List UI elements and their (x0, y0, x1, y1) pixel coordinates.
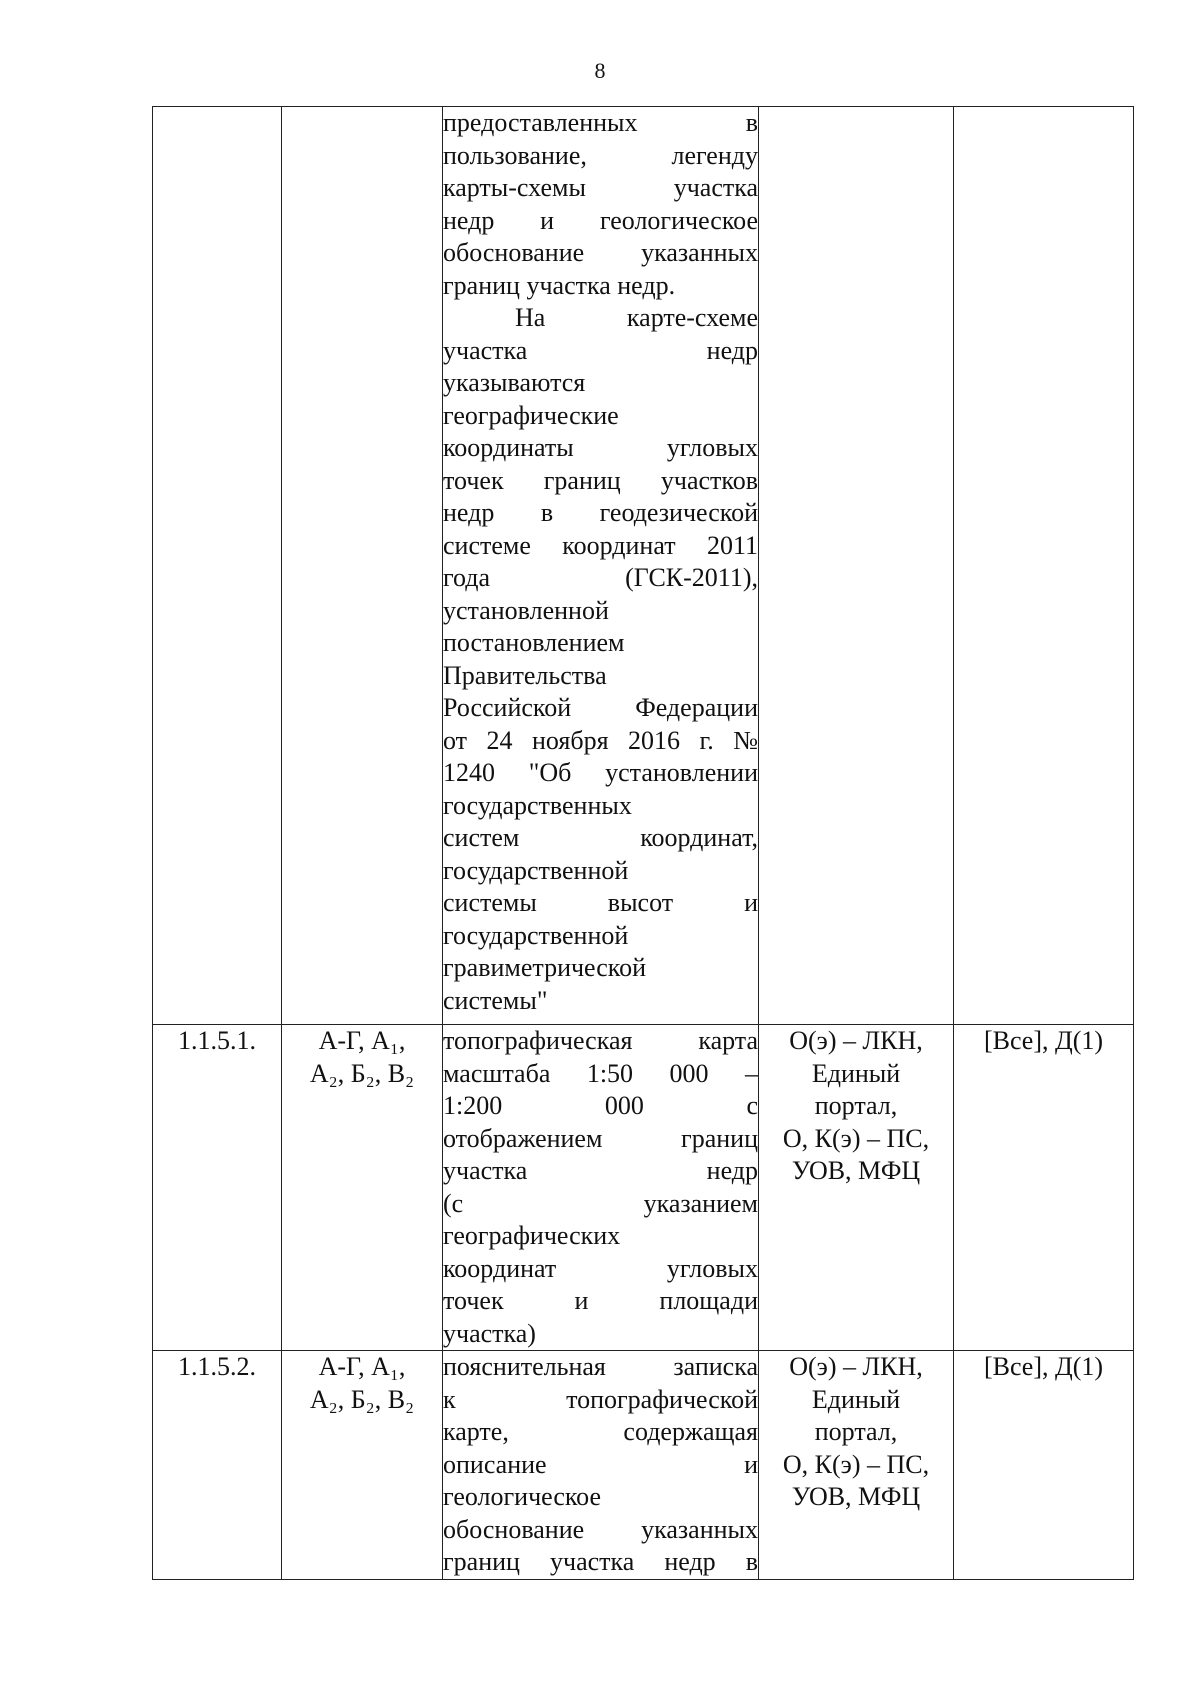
description-line: года (ГСК-2011), (443, 563, 758, 592)
channel-line: портал, (814, 1091, 898, 1120)
categories-line: А-Г, А₁, (318, 1026, 406, 1055)
table-row (153, 1351, 1134, 1580)
document-table (152, 106, 1134, 1580)
page-number: 8 (594, 58, 606, 83)
channel-line: Единый (811, 1058, 901, 1088)
description-line: геологическое (443, 1482, 602, 1511)
description-line: систем координат, (443, 823, 758, 852)
item-number-cell: 1.1.5.2. (153, 1351, 282, 1580)
description-line: участка недр (443, 335, 758, 365)
categories-cell (282, 1025, 443, 1351)
description-line: 1:200 000 с (443, 1091, 758, 1120)
description-line: государственной (443, 855, 629, 885)
description-line: недр и геологическое (443, 205, 758, 235)
channel-line: О, К(э) – ПС, (782, 1123, 930, 1153)
description-line: координаты угловых (443, 433, 758, 462)
description-line: предоставленных в (443, 108, 758, 137)
description-line: обоснование указанных (443, 1514, 758, 1544)
description-line: установленной (443, 595, 609, 625)
item-number-cell: 1.1.5.1. (153, 1025, 282, 1351)
description-line: пояснительная записка (443, 1352, 758, 1381)
submission-channels-cell (759, 107, 954, 1025)
description-line: точек границ участков (443, 465, 758, 495)
description-line: (с указанием (443, 1188, 758, 1218)
categories-cell (282, 1351, 443, 1580)
categories-line: А₂, Б₂, В₂ (309, 1058, 415, 1088)
description-line: недр в геодезической (443, 498, 758, 527)
note-cell: [Все], Д(1) (954, 1025, 1134, 1351)
description-line: описание и (443, 1449, 758, 1479)
submission-channels-cell (759, 1025, 954, 1351)
description-line: участка) (443, 1318, 536, 1348)
channel-line: О, К(э) – ПС, (782, 1449, 930, 1479)
description-line: координат угловых (443, 1253, 758, 1283)
categories-line: А₂, Б₂, В₂ (309, 1384, 415, 1414)
channel-line: УОВ, МФЦ (791, 1156, 921, 1185)
description-line: 1240 "Об установлении (443, 758, 758, 787)
description-line: карты-схемы участка (443, 173, 758, 202)
channel-line: Единый (811, 1384, 901, 1414)
description-line: системе координат 2011 (443, 530, 758, 560)
description-cell (443, 107, 759, 1025)
categories-cell (282, 107, 443, 1025)
description-cell (443, 1351, 759, 1580)
channel-line: портал, (814, 1417, 898, 1446)
description-line: к топографической (443, 1384, 758, 1414)
description-line: от 24 ноября 2016 г. № (443, 725, 758, 755)
table-row (153, 107, 1134, 1025)
description-line: Российской Федерации (443, 693, 758, 722)
description-line: географических (443, 1221, 621, 1250)
description-line: границ участка недр в (443, 1547, 758, 1576)
description-line: масштаба 1:50 000 – (443, 1058, 758, 1088)
description-line: границ участка недр. (443, 270, 676, 300)
description-line: топографическая карта (443, 1026, 758, 1055)
description-line: обоснование указанных (443, 238, 758, 267)
description-line: отображением границ (443, 1123, 758, 1153)
note-cell (954, 107, 1134, 1025)
description-line: пользование, легенду (443, 140, 758, 170)
channel-line: О(э) – ЛКН, (789, 1026, 923, 1055)
description-line: участка недр (443, 1156, 758, 1185)
description-line: На карте-схеме (515, 303, 758, 332)
description-line: системы" (443, 985, 548, 1015)
description-line: точек и площади (443, 1286, 758, 1315)
channel-line: О(э) – ЛКН, (789, 1352, 923, 1381)
item-number-cell (153, 107, 282, 1025)
description-line: карте, содержащая (443, 1417, 758, 1446)
description-line: гравиметрической (443, 953, 647, 982)
description-line: постановлением (443, 628, 625, 657)
description-line: системы высот и (443, 888, 758, 917)
table-row (153, 1025, 1134, 1351)
categories-line: А-Г, А₁, (318, 1352, 406, 1381)
description-line: государственных (443, 790, 632, 820)
description-line: Правительства (443, 660, 607, 690)
description-line: географические (443, 400, 619, 430)
description-cell (443, 1025, 759, 1351)
channel-line: УОВ, МФЦ (791, 1482, 921, 1511)
description-line: указываются (443, 368, 586, 397)
description-line: государственной (443, 920, 629, 950)
submission-channels-cell (759, 1351, 954, 1580)
note-cell: [Все], Д(1) (954, 1351, 1134, 1580)
